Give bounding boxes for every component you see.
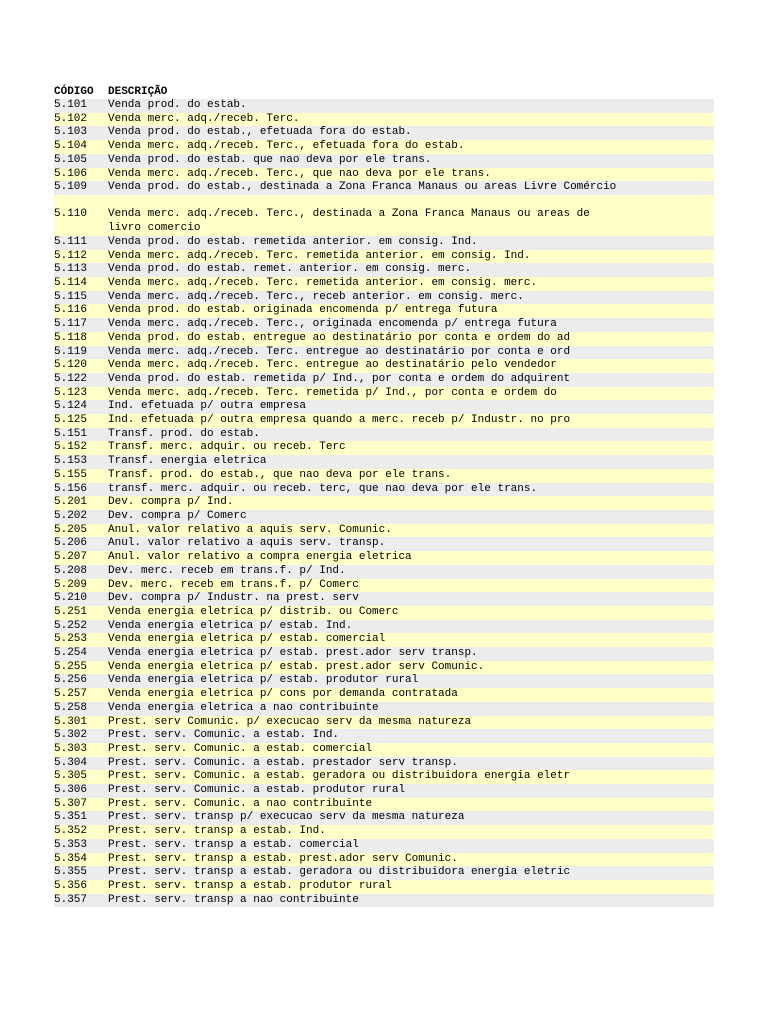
row-code: 5.210	[54, 592, 88, 605]
table-row	[54, 620, 714, 634]
row-code: 5.111	[54, 235, 88, 248]
row-code: 5.113	[54, 263, 88, 276]
row-code: 5.152	[54, 441, 88, 454]
row-description: Prest. serv. transp p/ execucao serv da mesma natureza	[108, 811, 465, 824]
row-description: Venda merc. adq./receb. Terc. entregue ao destinatário por conta e ord	[108, 345, 571, 358]
table-row	[54, 414, 714, 428]
table-header	[54, 85, 714, 99]
table-row	[54, 661, 714, 675]
table-row	[54, 825, 714, 839]
table-row	[54, 853, 714, 867]
row-description: Prest. serv. Comunic. a estab. prestador serv transp.	[108, 756, 458, 769]
table-row	[54, 400, 714, 414]
row-code: 5.151	[54, 427, 88, 440]
row-description: Venda merc. adq./receb. Terc. remetida anterior. em consig. Ind.	[108, 249, 531, 262]
row-code: 5.251	[54, 605, 88, 618]
row-code: 5.155	[54, 468, 88, 481]
row-description: Venda merc. adq./receb. Terc., destinada a Zona Franca Manaus ou areas de livro comercio	[108, 207, 590, 234]
table-row	[54, 866, 714, 880]
row-code: 5.301	[54, 715, 88, 728]
row-code: 5.104	[54, 140, 88, 153]
row-description: Prest. serv. transp a estab. produtor rural	[108, 879, 392, 892]
row-code: 5.102	[54, 112, 88, 125]
row-description: Venda prod. do estab., efetuada fora do estab.	[108, 126, 412, 139]
table-row	[54, 236, 714, 250]
row-code: 5.307	[54, 797, 88, 810]
table-row	[54, 154, 714, 168]
table-row	[54, 524, 714, 538]
row-description: Venda energia eletrica p/ estab. prest.ador serv Comunic.	[108, 660, 485, 673]
table-row	[54, 181, 714, 195]
row-description: Dev. compra p/ Comerc	[108, 509, 247, 522]
row-code: 5.352	[54, 825, 88, 838]
row-code: 5.156	[54, 482, 88, 495]
table-row	[54, 455, 714, 469]
table-row	[54, 674, 714, 688]
table-row	[54, 757, 714, 771]
table-row	[54, 551, 714, 565]
row-description: Venda prod. do estab. remetida p/ Ind., por conta e ordem do adquirent	[108, 372, 571, 385]
row-description: Venda energia eletrica p/ estab. produtor rural	[108, 674, 419, 687]
row-code: 5.112	[54, 249, 88, 262]
row-code: 5.118	[54, 331, 88, 344]
row-description: Transf. prod. do estab.	[108, 427, 260, 440]
table-row	[54, 729, 714, 743]
row-description: Venda energia eletrica p/ distrib. ou Comerc	[108, 605, 399, 618]
header-code: CÓDIGO	[54, 86, 94, 98]
row-description: Prest. serv. transp a estab. prest.ador serv Comunic.	[108, 852, 458, 865]
row-description: transf. merc. adquir. ou receb. terc, que nao deva por ele trans.	[108, 482, 538, 495]
table-row	[54, 496, 714, 510]
table-row	[54, 387, 714, 401]
table-row	[54, 168, 714, 182]
row-code: 5.116	[54, 304, 88, 317]
row-description: Venda merc. adq./receb. Terc., que nao deva por ele trans.	[108, 167, 491, 180]
row-description: Venda prod. do estab. remetida anterior. em consig. Ind.	[108, 235, 478, 248]
table-row	[54, 140, 714, 154]
table-row	[54, 346, 714, 360]
row-description: Dev. merc. receb em trans.f. p/ Ind.	[108, 564, 346, 577]
row-code: 5.120	[54, 359, 88, 372]
table-row	[54, 373, 714, 387]
row-code: 5.356	[54, 879, 88, 892]
row-code: 5.105	[54, 153, 88, 166]
row-description: Venda prod. do estab. remet. anterior. em consig. merc.	[108, 263, 472, 276]
row-description: Dev. compra p/ Ind.	[108, 496, 234, 509]
table-row	[54, 428, 714, 442]
row-code: 5.110	[54, 207, 88, 220]
table-row	[54, 798, 714, 812]
row-description: Venda merc. adq./receb. Terc.	[108, 112, 300, 125]
header-description: DESCRIÇÃO	[108, 86, 168, 98]
row-code: 5.351	[54, 811, 88, 824]
row-code: 5.302	[54, 729, 88, 742]
row-code: 5.355	[54, 866, 88, 879]
table-row	[54, 770, 714, 784]
row-description: Prest. serv. Comunic. a estab. geradora ou distribuidora energia eletr	[108, 770, 571, 783]
table-row	[54, 113, 714, 127]
row-code: 5.124	[54, 400, 88, 413]
row-code: 5.209	[54, 578, 88, 591]
row-code: 5.207	[54, 551, 88, 564]
row-code: 5.208	[54, 564, 88, 577]
row-code: 5.257	[54, 688, 88, 701]
table-row	[54, 688, 714, 702]
row-description: Prest. serv. Comunic. a estab. produtor rural	[108, 784, 406, 797]
table-row	[54, 469, 714, 483]
row-description: Prest. serv Comunic. p/ execucao serv da mesma natureza	[108, 715, 472, 728]
table-row	[54, 332, 714, 346]
table-row	[54, 483, 714, 497]
row-description: Prest. serv. transp a estab. geradora ou distribuidora energia eletric	[108, 866, 571, 879]
row-description: Venda merc. adq./receb. Terc. remetida p/ Ind., por conta e ordem do	[108, 386, 557, 399]
row-code: 5.258	[54, 701, 88, 714]
row-code: 5.202	[54, 509, 88, 522]
table-row	[54, 880, 714, 894]
row-description: Prest. serv. Comunic. a estab. Ind.	[108, 729, 340, 742]
row-description: Dev. compra p/ Industr. na prest. serv	[108, 592, 359, 605]
row-description: Transf. merc. adquir. ou receb. Terc	[108, 441, 346, 454]
row-description: Venda energia eletrica p/ cons por demanda contratada	[108, 688, 458, 701]
row-code: 5.106	[54, 167, 88, 180]
table-row	[54, 647, 714, 661]
row-description: Ind. efetuada p/ outra empresa quando a merc. receb p/ Industr. no pro	[108, 414, 571, 427]
row-description: Venda energia eletrica p/ estab. Ind.	[108, 619, 353, 632]
table-row	[54, 579, 714, 593]
row-code: 5.123	[54, 386, 88, 399]
row-description: Ind. efetuada p/ outra empresa	[108, 400, 307, 413]
row-code: 5.206	[54, 537, 88, 550]
row-description: Venda merc. adq./receb. Terc. remetida anterior. em consig. merc.	[108, 277, 538, 290]
table-row	[54, 716, 714, 730]
row-code: 5.125	[54, 414, 88, 427]
table-row	[54, 743, 714, 757]
row-code: 5.357	[54, 893, 88, 906]
table-row	[54, 441, 714, 455]
row-code: 5.255	[54, 660, 88, 673]
table-row	[54, 291, 714, 305]
row-code: 5.354	[54, 852, 88, 865]
row-description: Anul. valor relativo a aquis serv. Comunic.	[108, 523, 392, 536]
table-row	[54, 510, 714, 524]
row-description: Venda prod. do estab. que nao deva por ele trans.	[108, 153, 432, 166]
row-code: 5.253	[54, 633, 88, 646]
row-code: 5.306	[54, 784, 88, 797]
row-description: Dev. merc. receb em trans.f. p/ Comerc	[108, 578, 359, 591]
row-code: 5.205	[54, 523, 88, 536]
row-description: Venda prod. do estab.	[108, 99, 247, 111]
table-row	[54, 565, 714, 579]
table-row	[54, 318, 714, 332]
row-code: 5.254	[54, 647, 88, 660]
table-row	[54, 126, 714, 140]
row-description: Venda energia eletrica p/ estab. prest.ador serv transp.	[108, 647, 478, 660]
row-description: Venda prod. do estab., destinada a Zona Franca Manaus ou areas Livre Comércio	[108, 181, 617, 194]
row-description: Anul. valor relativo a compra energia eletrica	[108, 551, 412, 564]
row-description: Prest. serv. transp a estab. comercial	[108, 838, 359, 851]
table-row	[54, 304, 714, 318]
table-row	[54, 250, 714, 264]
table-row	[54, 784, 714, 798]
row-description: Venda prod. do estab. originada encomenda p/ entrega futura	[108, 304, 498, 317]
table-row	[54, 195, 714, 236]
table-row	[54, 839, 714, 853]
row-code: 5.353	[54, 838, 88, 851]
row-description: Transf. energia eletrica	[108, 455, 267, 468]
row-code: 5.305	[54, 770, 88, 783]
table-row	[54, 606, 714, 620]
table-row	[54, 633, 714, 647]
row-code: 5.114	[54, 277, 88, 290]
row-code: 5.304	[54, 756, 88, 769]
table-row	[54, 537, 714, 551]
row-code: 5.201	[54, 496, 88, 509]
row-code: 5.101	[54, 99, 88, 111]
table-row	[54, 702, 714, 716]
row-code: 5.252	[54, 619, 88, 632]
row-code: 5.103	[54, 126, 88, 139]
row-description: Venda merc. adq./receb. Terc., efetuada fora do estab.	[108, 140, 465, 153]
row-description: Transf. prod. do estab., que nao deva por ele trans.	[108, 468, 452, 481]
row-code: 5.153	[54, 455, 88, 468]
row-description: Venda merc. adq./receb. Terc., originada encomenda p/ entrega futura	[108, 318, 557, 331]
row-description: Prest. serv. transp a nao contribuinte	[108, 893, 359, 906]
table-body	[54, 99, 714, 907]
row-description: Prest. serv. Comunic. a nao contribuinte	[108, 797, 373, 810]
table-row	[54, 263, 714, 277]
row-code: 5.117	[54, 318, 88, 331]
table-row	[54, 592, 714, 606]
row-code: 5.303	[54, 742, 88, 755]
row-code: 5.109	[54, 181, 88, 194]
row-description: Venda energia eletrica a nao contribuinte	[108, 701, 379, 714]
table-row	[54, 811, 714, 825]
row-description: Venda merc. adq./receb. Terc. entregue ao destinatário pelo vendedor	[108, 359, 557, 372]
row-code: 5.256	[54, 674, 88, 687]
table-row	[54, 894, 714, 908]
row-description: Venda energia eletrica p/ estab. comercial	[108, 633, 386, 646]
row-description: Venda merc. adq./receb. Terc., receb anterior. em consig. merc.	[108, 290, 524, 303]
table-row	[54, 359, 714, 373]
row-code: 5.122	[54, 372, 88, 385]
row-description: Anul. valor relativo a aquis serv. transp.	[108, 537, 386, 550]
row-description: Prest. serv. transp a estab. Ind.	[108, 825, 326, 838]
row-description: Venda prod. do estab. entregue ao destinatário por conta e ordem do ad	[108, 331, 571, 344]
row-code: 5.119	[54, 345, 88, 358]
table-row	[54, 277, 714, 291]
table-row	[54, 99, 714, 113]
row-code: 5.115	[54, 290, 88, 303]
cfop-table	[54, 85, 714, 907]
row-description: Prest. serv. Comunic. a estab. comercial	[108, 742, 373, 755]
